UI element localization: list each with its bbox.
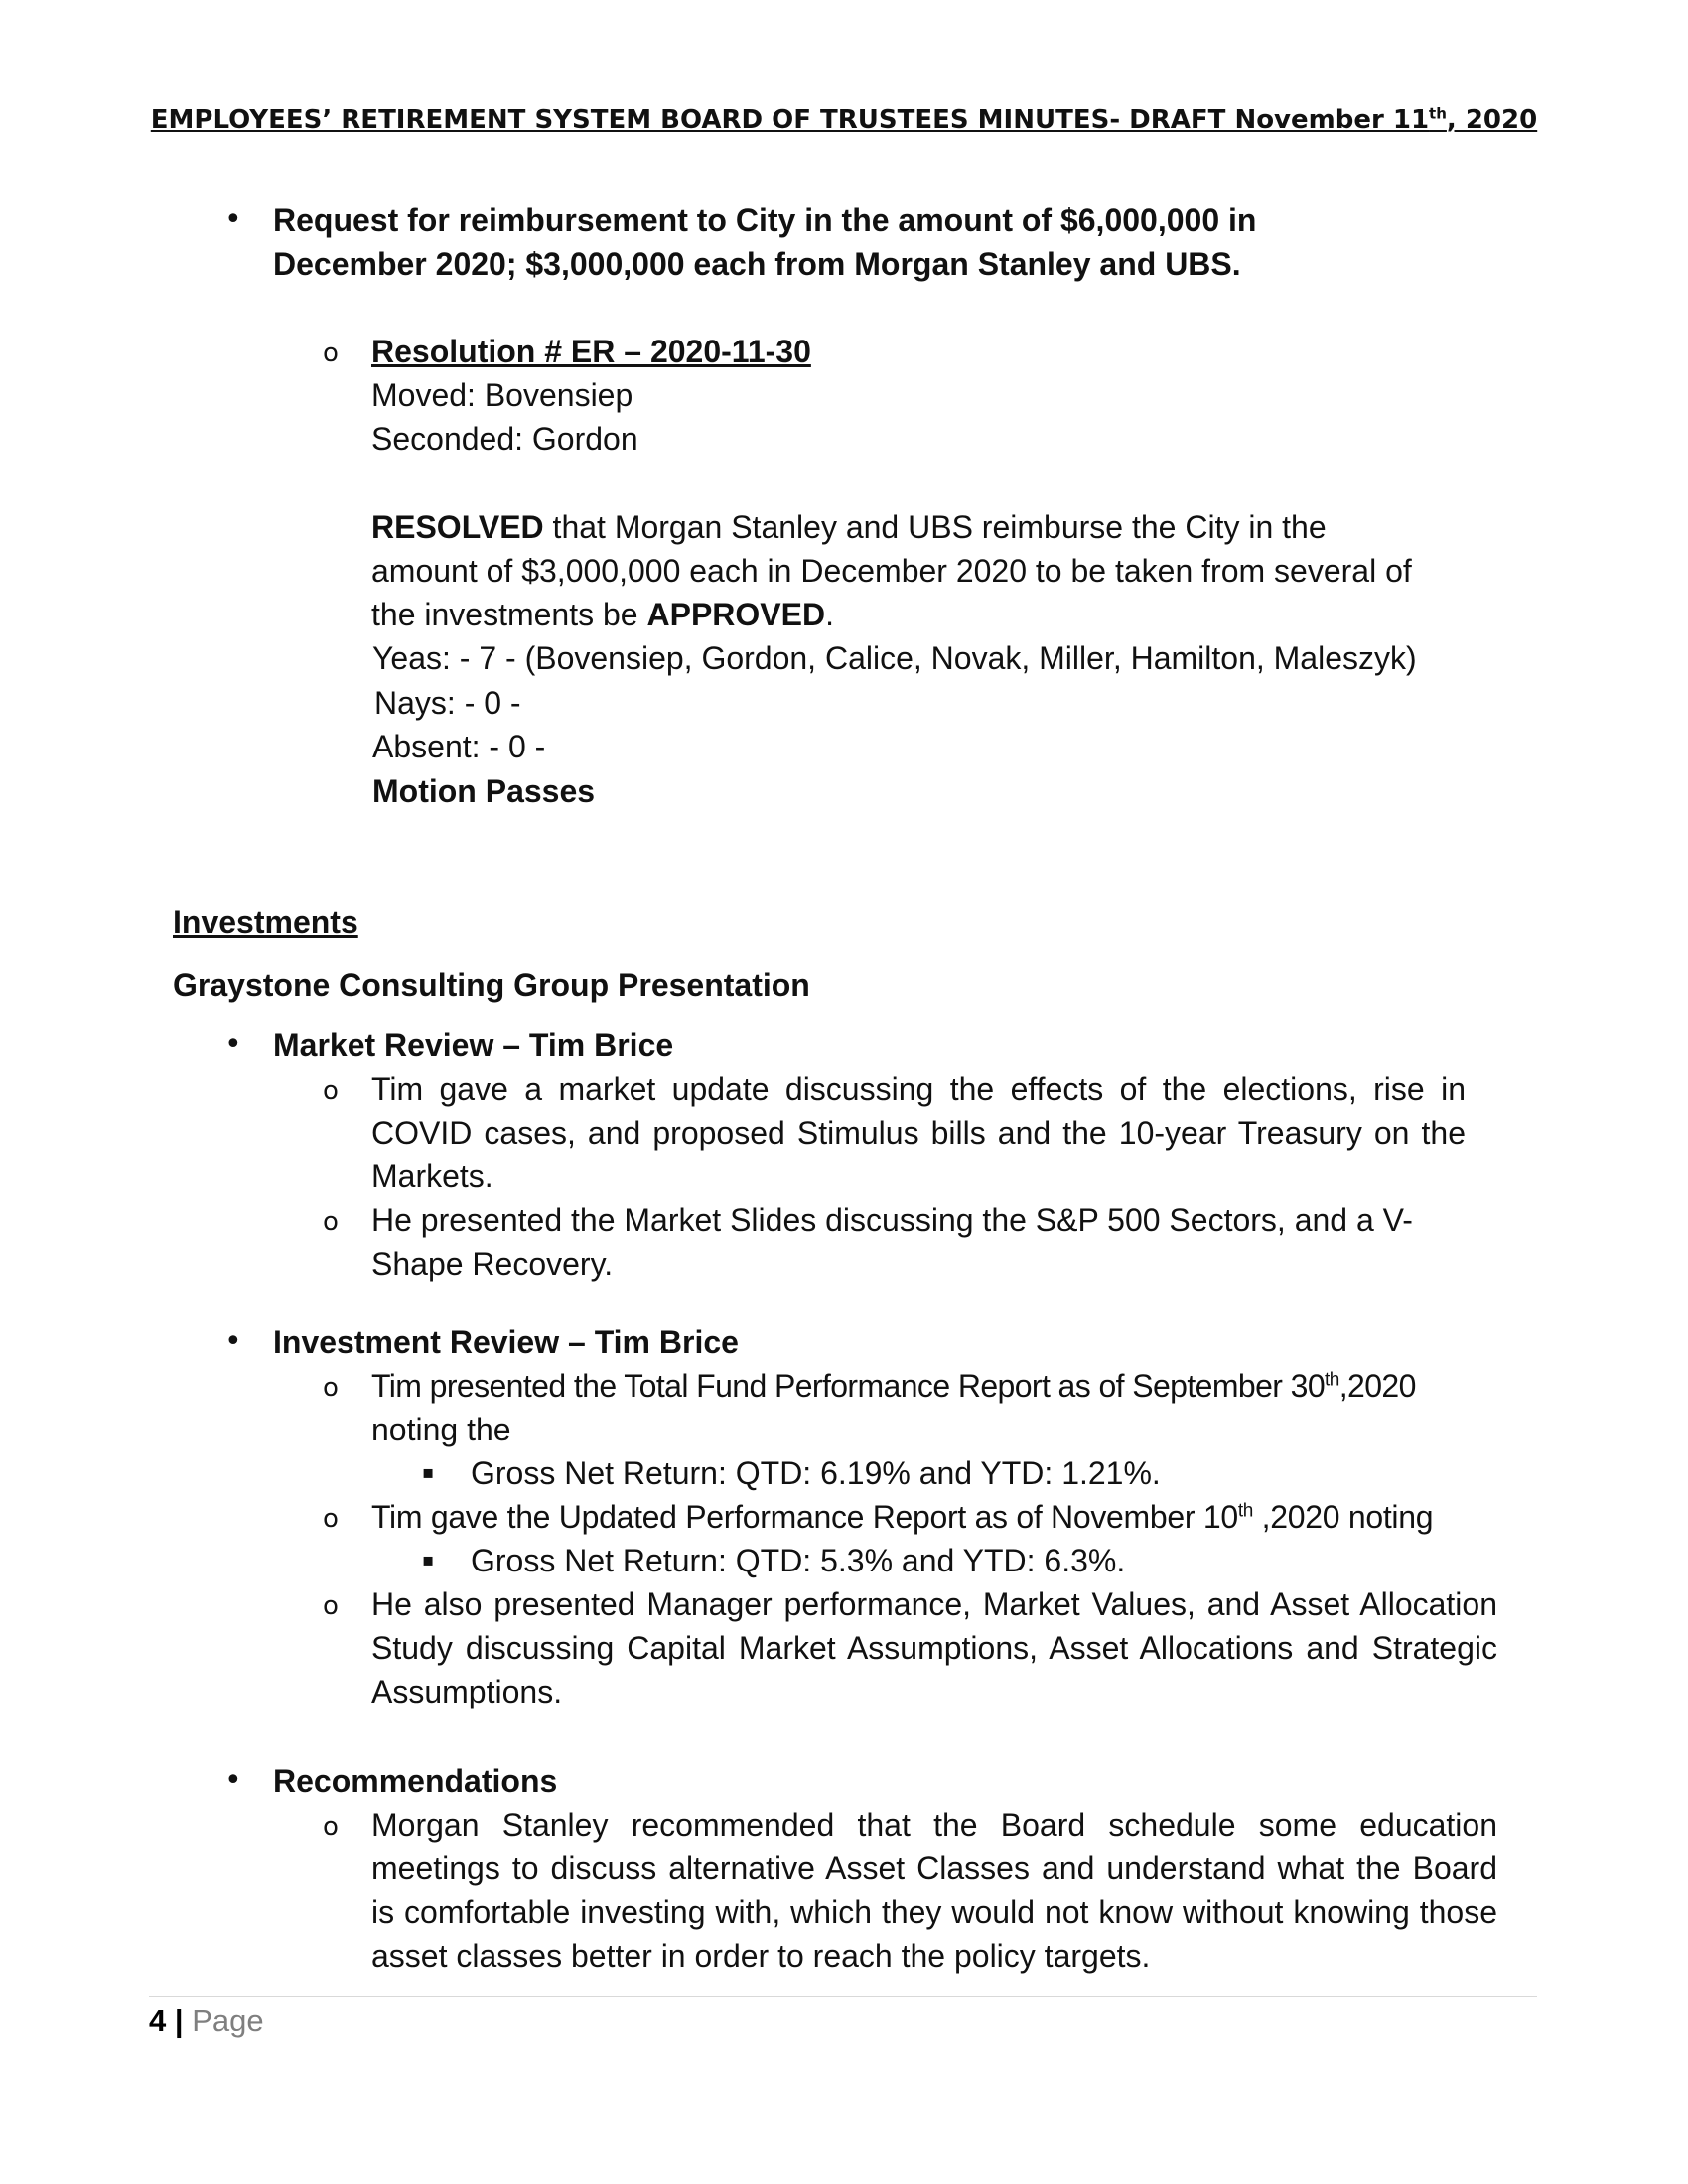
resolved-keyword: RESOLVED: [371, 509, 544, 545]
bullet-recommendations-item1: o: [323, 1812, 339, 1842]
recommendations-heading: Recommendations: [273, 1763, 558, 1799]
document-header: [0, 105, 1688, 135]
bullet-investment-item2-sub: ▪: [422, 1550, 435, 1570]
investment-review-item1-line1: [371, 1364, 1416, 1408]
vote-absent: Absent: - 0 -: [372, 729, 546, 764]
vote-nays: Nays: - 0 -: [374, 685, 521, 721]
page-label: Page: [192, 2003, 264, 2038]
resolution-moved: Moved: Bovensiep: [371, 377, 633, 413]
section-title-investments: Investments: [173, 904, 358, 940]
market-review-item1: Tim gave a market update discussing the effects of the elections, rise in COVID cases, and proposed Stimulus bills and the 10-year Treasury on the Markets.: [371, 1071, 1466, 1194]
reimbursement-heading-line2: December 2020; $3,000,000 each from Morgan Stanley and UBS.: [273, 246, 1241, 282]
bullet-investment-item3: o: [323, 1591, 339, 1621]
investment-review-item2: [371, 1495, 1433, 1539]
resolved-line3: [371, 593, 834, 636]
bullet-recommendations: •: [224, 1763, 242, 1798]
header-title-year: , 2020: [1446, 105, 1538, 135]
resolved-line2: amount of $3,000,000 each in December 2020 to be taken from several of: [371, 553, 1412, 589]
investment-review-item3: He also presented Manager performance, Market Values, and Asset Allocation Study discussing Capital Market Assumptions, Asset Allocations and Strategic Assumptions.: [371, 1586, 1497, 1709]
reimbursement-heading-line1: Request for reimbursement to City in the amount of $6,000,000 in: [273, 203, 1257, 238]
page-footer: [149, 2001, 264, 2041]
bullet-investment-item2: o: [323, 1504, 339, 1534]
investment-review-item1-line2: noting the: [371, 1412, 511, 1447]
investment-item1-text: Tim presented the Total Fund Performance Report as of September 30: [371, 1368, 1326, 1404]
recommendations-item1: Morgan Stanley recommended that the Board schedule some education meetings to discuss alternative Asset Classes and understand what the Board is comfortable investing with, which they would not know without knowing those asset classes better in order to reach the policy targets.: [371, 1807, 1497, 1974]
bullet-investment-item1-sub: ▪: [422, 1462, 435, 1483]
bullet-market-review: •: [224, 1027, 242, 1062]
header-title-text: EMPLOYEES’ RETIREMENT SYSTEM BOARD OF TRUSTEES MINUTES- DRAFT November 11: [150, 105, 1430, 135]
market-review-item2: He presented the Market Slides discussing the S&P 500 Sectors, and a V-Shape Recovery.: [371, 1202, 1413, 1282]
investment-item2-text: Tim gave the Updated Performance Report as of November 10: [371, 1499, 1238, 1535]
market-review-heading: Market Review – Tim Brice: [273, 1027, 674, 1063]
investment-review-item2-sub: Gross Net Return: QTD: 5.3% and YTD: 6.3%.: [471, 1543, 1126, 1578]
bullet-resolution: o: [323, 339, 339, 368]
approved-keyword: APPROVED: [646, 597, 826, 632]
bullet-market-item2: o: [323, 1207, 339, 1237]
investment-item1-superscript: th: [1325, 1369, 1339, 1391]
investment-review-item1-sub: Gross Net Return: QTD: 6.19% and YTD: 1.21%.: [471, 1455, 1161, 1491]
header-title-superscript: th: [1429, 104, 1447, 123]
page-number: 4: [149, 2003, 167, 2038]
footer-divider: [149, 1996, 1537, 1997]
resolution-seconded: Seconded: Gordon: [371, 421, 638, 457]
resolution-title: Resolution # ER – 2020-11-30: [371, 334, 811, 369]
resolved-line1: [371, 505, 1327, 549]
bullet-reimbursement: •: [224, 203, 242, 237]
investment-item2-year: ,2020 noting: [1253, 1499, 1434, 1535]
investment-review-heading: Investment Review – Tim Brice: [273, 1324, 739, 1360]
investment-item1-year: ,2020: [1338, 1368, 1416, 1404]
bullet-investment-review: •: [224, 1324, 242, 1359]
motion-result: Motion Passes: [372, 773, 596, 809]
resolved-text3: the investments be: [371, 597, 647, 632]
footer-separator: |: [174, 2003, 184, 2038]
investment-item2-superscript: th: [1237, 1500, 1254, 1522]
subsection-title-graystone: Graystone Consulting Group Presentation: [173, 967, 810, 1003]
resolved-period: .: [825, 597, 834, 632]
bullet-market-item1: o: [323, 1076, 339, 1106]
vote-yeas: Yeas: - 7 - (Bovensiep, Gordon, Calice, Novak, Miller, Hamilton, Maleszyk): [372, 640, 1417, 676]
bullet-investment-item1: o: [323, 1373, 339, 1403]
resolved-text1: that Morgan Stanley and UBS reimburse the City in the: [543, 509, 1327, 545]
